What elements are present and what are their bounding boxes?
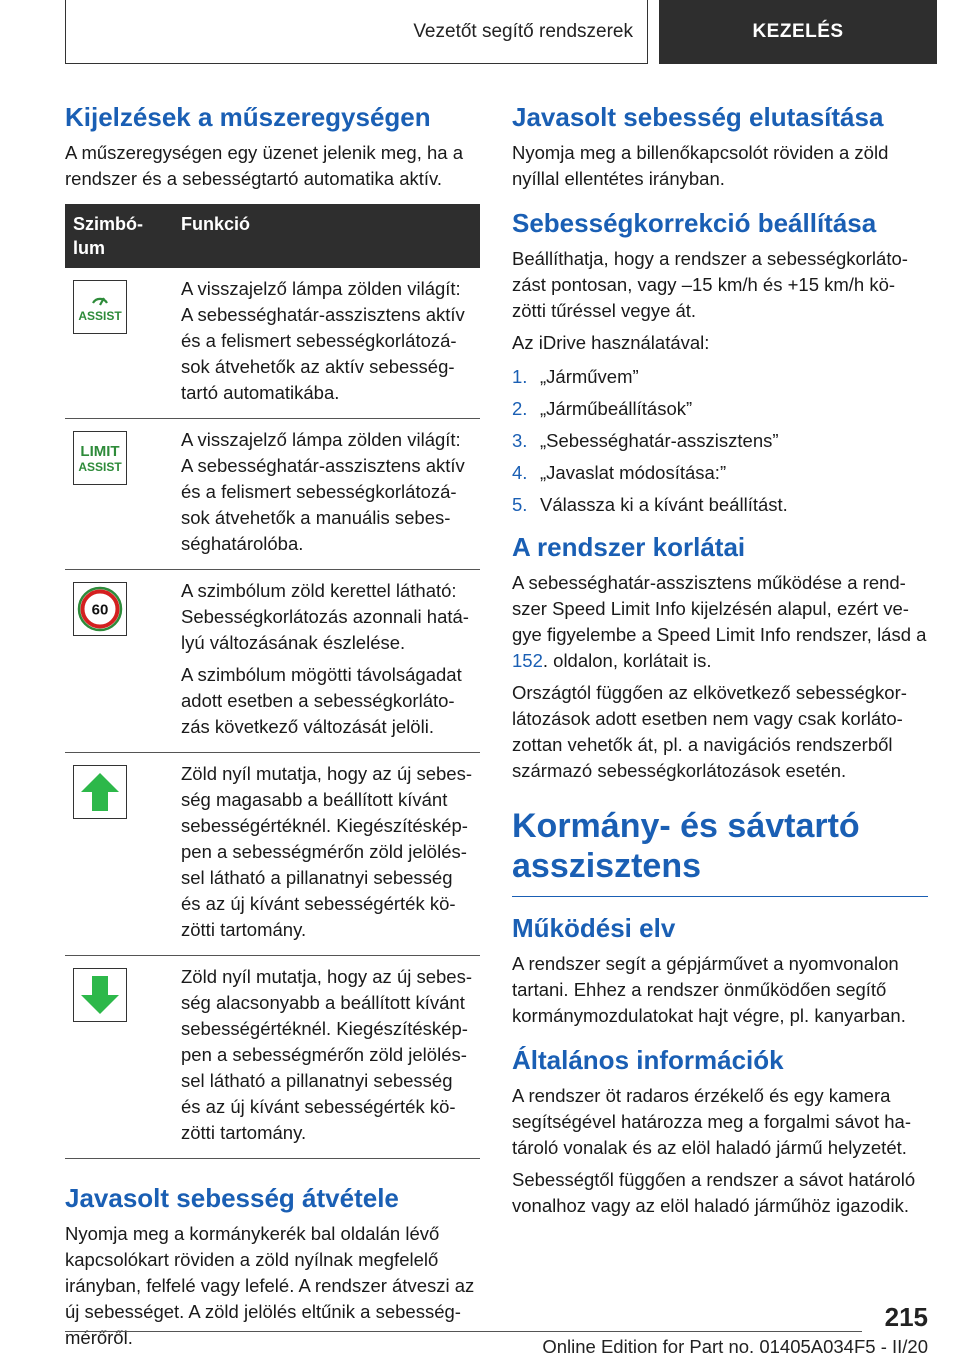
footer-rule [65, 1331, 862, 1332]
section-title: Vezetőt segítő rendszerek [413, 20, 633, 42]
left-column [65, 100, 480, 1351]
paragraph-display: A műszeregységen egy üzenet jelenik meg, ha a rendszer és a sebességtartó automatika aktív. [65, 142, 463, 189]
green-arrow-down-icon [73, 968, 127, 1022]
symbol-table [65, 204, 480, 1159]
table-header-symbol: Szimbó-lum [65, 204, 173, 268]
page-reference-link[interactable]: 152 [512, 650, 543, 671]
running-header-chapter [659, 0, 937, 64]
heading-correction: Sebességkorrekció beállítása [512, 208, 877, 238]
right-column [512, 100, 928, 1219]
heading-display: Kijelzések a műszeregységen [65, 102, 431, 132]
table-cell-text: A visszajelző lámpa zölden világít: A sebességhatár-asszisztens aktív és a felismert sebességkorlátozá-sok átvehetők az aktív sebesség-tartó automatikába. [181, 278, 465, 403]
heading-main: Kormány- és sávtartó asszisztens [512, 807, 860, 885]
list-item: 4. „Javaslat módosítása:” [512, 462, 727, 483]
paragraph-general-2: Sebességtől függően a rendszer a sávot határoló vonalhoz vagy az elöl haladó járműhöz igazodik. [512, 1169, 916, 1216]
idrive-steps [512, 364, 928, 518]
paragraph-general-1: A rendszer öt radaros érzékelő és egy kamera segítségével határozza meg a forgalmi sávot ha-tároló vonalak és az elöl haladó jármű helyzetét. [512, 1085, 911, 1158]
table-row [65, 753, 480, 956]
table-cell-text: A szimbólum mögötti távolságadat adott esetben a sebességkorláto-zás következő változását jelöli. [181, 664, 462, 737]
paragraph-limits: A sebességhatár-asszisztens működése a rend-szer Speed Limit Info kijelzésén alapul, ezért ve-gye figyelembe a Speed Limit Info rendszer, lásd a 152. oldalon, korlátait is. [512, 572, 927, 671]
table-cell-text: A szimbólum zöld kerettel látható: Sebességkorlátozás azonnali hatá-lyú változásának észlelése. [181, 580, 469, 653]
svg-text:ASSIST: ASSIST [78, 460, 122, 474]
list-item: 3. „Sebességhatár-asszisztens” [512, 430, 779, 451]
assist-icon [73, 280, 127, 334]
heading-general: Általános információk [512, 1045, 784, 1075]
table-row [65, 268, 480, 419]
paragraph-accept: Nyomja meg a kormánykerék bal oldalán lévő kapcsolókart röviden a zöld nyílnak megfelelő irányban, felfelé vagy lefelé. A rendszer átveszi az új sebességet. A zöld jelölés eltűnik a sebesség-mérőről. [65, 1223, 475, 1348]
edition-footer: Online Edition for Part no. 01405A034F5 - II/20 [542, 1336, 928, 1357]
heading-limits: A rendszer korlátai [512, 532, 746, 562]
speed-sign-60-icon [73, 582, 127, 636]
svg-text:ASSIST: ASSIST [78, 309, 122, 323]
table-cell-text: Zöld nyíl mutatja, hogy az új sebes-ség alacsonyabb a beállított kívánt sebességértéknél. Kiegészítéskép-pen a sebességmérőn zöld jelölés-sel látható a pillanatnyi sebesség és az új kívánt sebességérték kö-zötti tartomány. [181, 966, 473, 1143]
table-row [65, 419, 480, 570]
paragraph-reject: Nyomja meg a billenőkapcsolót röviden a zöld nyíllal ellentétes irányban. [512, 142, 889, 189]
table-cell-text: Zöld nyíl mutatja, hogy az új sebes-ség magasabb a beállított kívánt sebességértéknél. Kiegészítéskép-pen a sebességmérőn zöld jelölés-sel látható a pillanatnyi sebesség és az új kívánt sebességérték kö-zötti tartomány. [181, 763, 473, 940]
running-header-section [65, 0, 648, 64]
paragraph-limits-2: Országtól függően az elkövetkező sebességkor-látozások adott esetben nem vagy csak korláto-zottan vehetők át, pl. a navigációs rendszerből származó sebességkorlátozások esetén. [512, 682, 907, 781]
list-item: 2. „Járműbeállítások” [512, 398, 693, 419]
paragraph-idrive: Az iDrive használatával: [512, 332, 710, 353]
list-item: 5. Válassza ki a kívánt beállítást. [512, 494, 788, 515]
svg-text:60: 60 [91, 601, 109, 619]
heading-rule [512, 896, 928, 897]
heading-reject: Javasolt sebesség elutasítása [512, 102, 884, 132]
paragraph-principle: A rendszer segít a gépjárművet a nyomvonalon tartani. Ehhez a rendszer önműködően segítő kormánymozdulatokat hajt végre, pl. kanyarban. [512, 953, 906, 1026]
table-row [65, 570, 480, 753]
heading-accept: Javasolt sebesség átvétele [65, 1183, 399, 1213]
limit-assist-icon [73, 431, 127, 485]
table-row [65, 956, 480, 1159]
heading-principle: Működési elv [512, 913, 676, 943]
green-arrow-up-icon [73, 765, 127, 819]
svg-text:LIMIT: LIMIT [80, 443, 120, 460]
table-header-function: Funkció [173, 204, 480, 268]
chapter-title: KEZELÉS [752, 21, 844, 42]
paragraph-correction: Beállíthatja, hogy a rendszer a sebességkorláto-zást pontosan, vagy –15 km/h és +15 km/h kö-zötti tűréssel vegye át. [512, 248, 908, 321]
page-number: 215 [884, 1302, 928, 1332]
table-cell-text: A visszajelző lámpa zölden világít: A sebességhatár-asszisztens aktív és a felismert sebességkorlátozá-sok átvehetők a manuális sebes-séghatárolóba. [181, 429, 465, 554]
list-item: 1. „Járművem” [512, 366, 639, 387]
table-header-row [65, 204, 480, 268]
